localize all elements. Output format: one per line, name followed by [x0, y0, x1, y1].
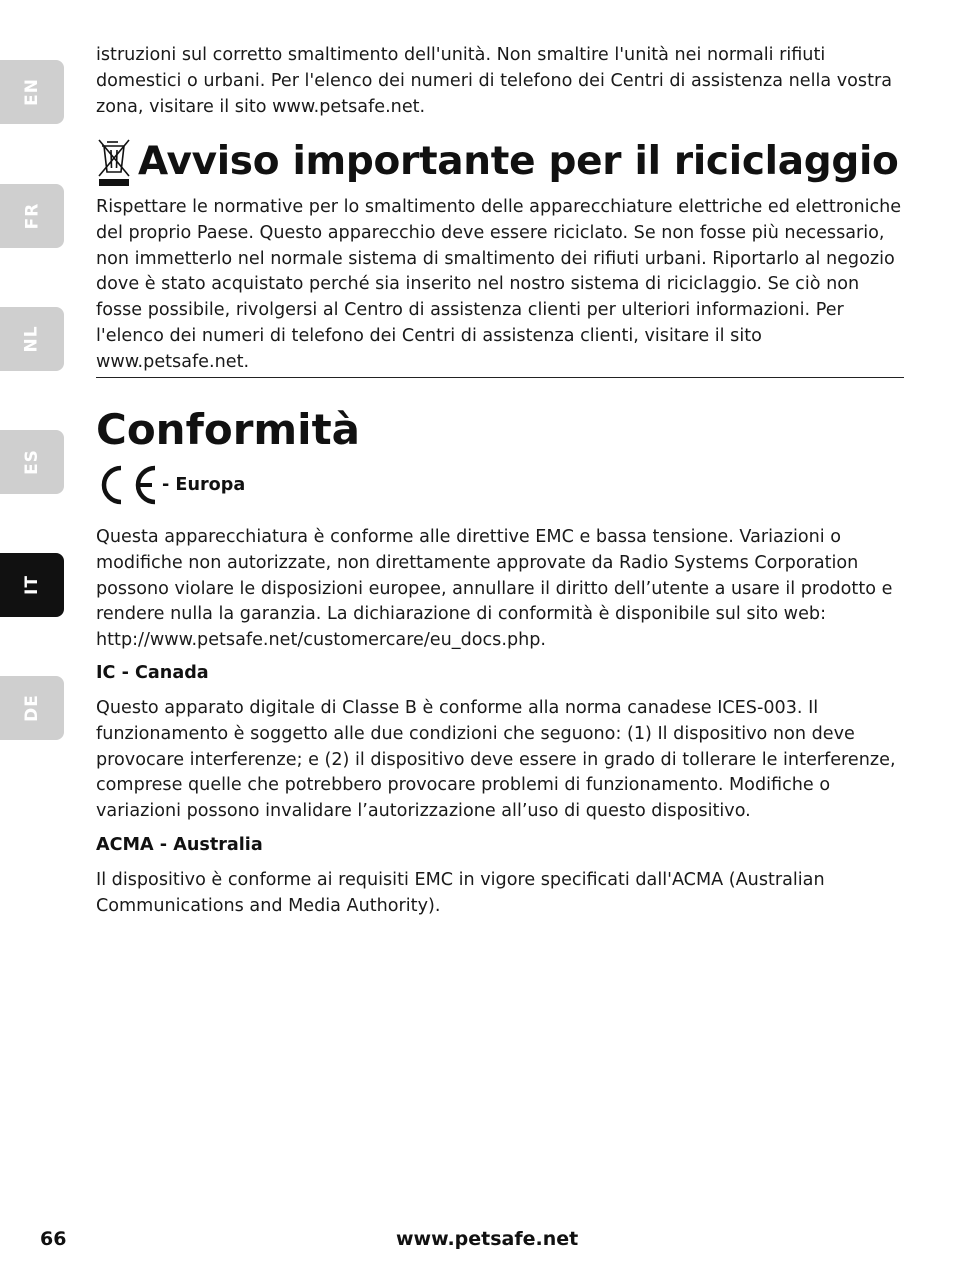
tab-es[interactable]: [0, 430, 64, 494]
ce-mark-icon: [96, 463, 158, 507]
australia-label-wrap: [96, 835, 906, 855]
conformity-heading: Conformità: [96, 405, 360, 454]
crossed-out-bin-icon: [96, 136, 132, 188]
recycling-heading-row: [96, 136, 906, 188]
recycling-section: [96, 195, 906, 376]
tab-es-label: ES: [21, 449, 42, 475]
australia-label: ACMA - Australia: [96, 835, 263, 855]
tab-nl[interactable]: [0, 307, 64, 371]
canada-text: Questo apparato digitale di Classe B è conforme alla norma canadese ICES-003. Il funzionamento è soggetto alle due condizioni che seguono: (1) Il dispositivo non deve provocare interferenze; e (2) il dispositivo deve essere in grado di tollerare le interferenze, comprese quelle che potrebbero provocare problemi di funzionamento. Modifiche o variazioni possono invalidare l’autorizzazione all’uso di questo dispositivo.: [96, 698, 896, 822]
section-divider: [96, 377, 904, 378]
australia-section: [96, 868, 906, 920]
canada-section: [96, 696, 906, 825]
tab-fr[interactable]: [0, 184, 64, 248]
europe-text: Questa apparecchiatura è conforme alle direttive EMC e bassa tensione. Variazioni o modifiche non autorizzate, non direttamente approvate da Radio Systems Corporation possono violare le disposizioni europee, annullare il diritto dell’utente a usare il prodotto e rendere nulla la garanzia. La dichiarazione di conformità è disponibile sul sito web: http://www.petsafe.net/customercare/eu_docs.php.: [96, 527, 893, 651]
tab-de-label: DE: [21, 694, 42, 722]
canada-label: IC - Canada: [96, 663, 209, 683]
tab-nl-label: NL: [22, 325, 42, 353]
tab-en-label: EN: [22, 78, 42, 106]
canada-label-wrap: [96, 663, 906, 683]
conformity-heading-wrap: [96, 404, 906, 456]
europe-label: - Europa: [162, 475, 246, 495]
recycling-heading: Avviso importante per il riciclaggio: [138, 139, 899, 184]
intro-section: [96, 43, 906, 120]
tab-fr-label: FR: [21, 202, 42, 230]
recycling-text: Rispettare le normative per lo smaltimento delle apparecchiature elettriche ed elettroniche del proprio Paese. Questo apparecchio deve essere riciclato. Se non fosse più necessario, non immetterlo nel normale sistema di smaltimento dei rifiuti urbani. Riportarlo al negozio dove è stato acquistato perché sia inserito nel nostro sistema di riciclaggio. Se ciò non fosse possibile, rivolgersi al Centro di assistenza clienti per ulteriori informazioni. Per l'elenco dei numeri di telefono dei Centri di assistenza clienti, visitare il sito www.petsafe.net.: [96, 197, 902, 372]
footer-website: www.petsafe.net: [396, 1228, 579, 1250]
europe-section: [96, 525, 906, 654]
tab-it-label: IT: [21, 575, 42, 595]
page-number: 66: [40, 1228, 67, 1250]
tab-it[interactable]: [0, 553, 64, 617]
intro-text: istruzioni sul corretto smaltimento dell'unità. Non smaltire l'unità nei normali rifiuti domestici o urbani. Per l'elenco dei numeri di telefono dei Centri di assistenza nella vostra zona, visitare il sito www.petsafe.net.: [96, 45, 893, 117]
europe-label-row: [96, 463, 906, 507]
tab-en[interactable]: [0, 60, 64, 124]
australia-text: Il dispositivo è conforme ai requisiti EMC in vigore specificati dall'ACMA (Australian Communications and Media Authority).: [96, 870, 825, 916]
tab-de[interactable]: [0, 676, 64, 740]
